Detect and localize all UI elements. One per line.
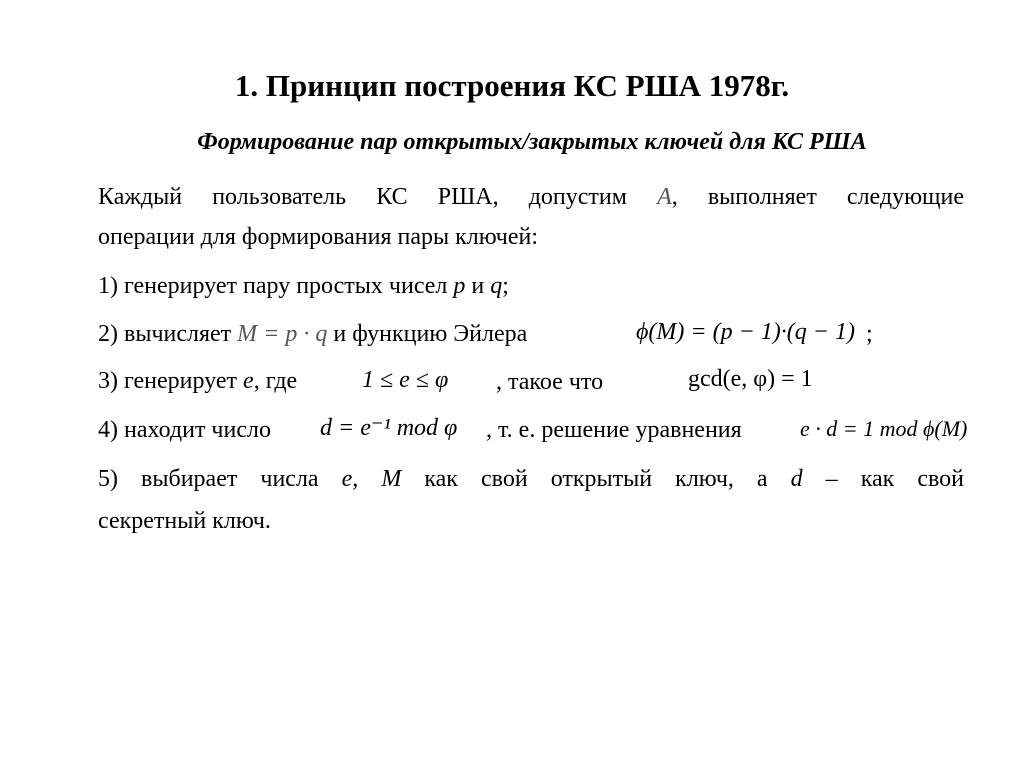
step-1: 1) генерирует пару простых чисел p и q;	[98, 273, 509, 299]
step-5-line-1: 5) выбирает числа e, M как свой открытый ключ, а d – как свой	[98, 466, 965, 492]
euler-formula: ϕ(M) = (p − 1)·(q − 1)	[636, 319, 855, 345]
step-4-mid: , т. е. решение уравнения	[486, 417, 742, 443]
key-equation: e · d = 1 mod ϕ(M)	[800, 416, 968, 441]
step-3: 3) генерирует e, где	[98, 368, 298, 394]
step-4: 4) находит число	[98, 417, 271, 443]
page-title: 1. Принцип построения КС РША 1978г.	[234, 68, 790, 103]
intro-line-1: Каждый пользователь КС РША, допустим A, выполняет следующие	[98, 184, 965, 210]
var-a: A	[657, 184, 672, 210]
step-3-such: , такое что	[496, 369, 604, 395]
gcd-formula: gcd(e, φ) = 1	[688, 366, 813, 392]
page-subtitle: Формирование пар открытых/закрытых ключей для КС РША	[197, 129, 867, 155]
m-equals-pq: M = p · q	[237, 321, 328, 347]
step-2-end: ;	[866, 321, 873, 347]
range-condition: 1 ≤ e ≤ φ	[362, 367, 449, 393]
intro-line-2: операции для формирования пары ключей:	[98, 224, 539, 250]
d-formula: d = e⁻¹ mod φ	[320, 415, 458, 441]
step-5-line-2: секретный ключ.	[98, 508, 271, 534]
step-2: 2) вычисляет M = p · q и функцию Эйлера	[98, 321, 528, 347]
